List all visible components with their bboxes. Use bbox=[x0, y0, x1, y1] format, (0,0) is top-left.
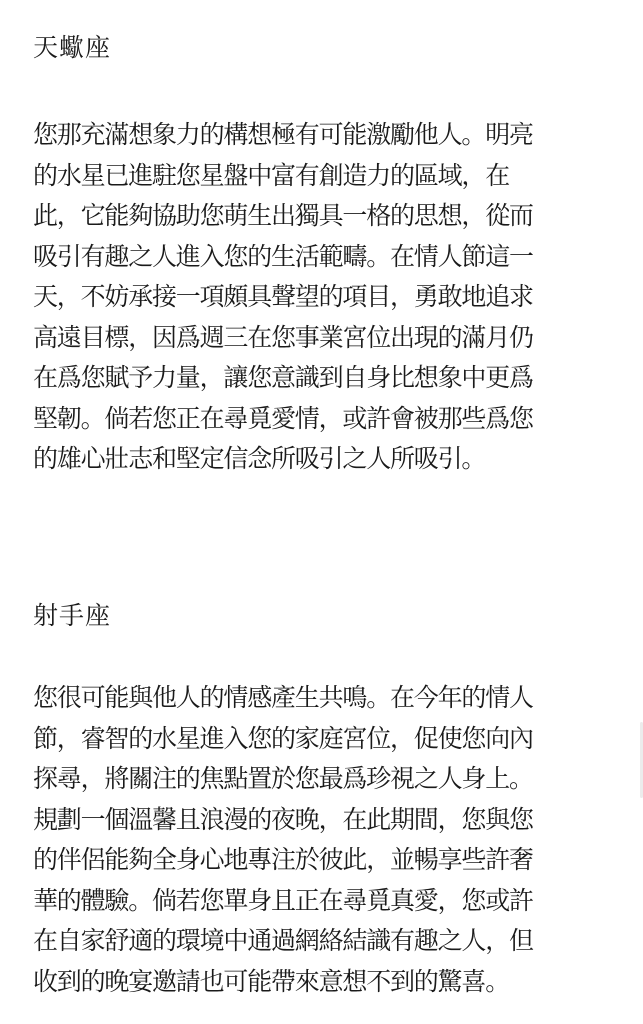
paragraph-line: 此，它能夠協助您萌生出獨具一格的思想，從而 bbox=[33, 201, 533, 230]
horoscope-paragraph-scorpio bbox=[33, 115, 613, 480]
paragraph-line: 的雄心壯志和堅定信念所吸引之人所吸引。 bbox=[33, 444, 486, 473]
paragraph-line: 探尋，將關注的焦點置於您最爲珍視之人身上。 bbox=[33, 764, 533, 793]
section-title-scorpio: 天蠍座 bbox=[33, 33, 112, 62]
paragraph-line: 在爲您賦予力量，讓您意識到自身比想象中更爲 bbox=[33, 363, 533, 392]
section-title-sagittarius: 射手座 bbox=[33, 601, 112, 630]
paragraph-line: 堅韌。倘若您正在尋覓愛情，或許會被那些爲您 bbox=[33, 403, 533, 433]
paragraph-line: 您很可能與他人的情感產生共鳴。在今年的情人 bbox=[33, 683, 533, 712]
paragraph-line: 華的體驗。倘若您單身且正在尋覓真愛，您或許 bbox=[33, 885, 533, 915]
paragraph-line: 規劃一個溫馨且浪漫的夜晚，在此期間，您與您 bbox=[33, 804, 533, 834]
paragraph-line: 高遠目標，因爲週三在您事業宮位出現的滿月仍 bbox=[33, 322, 533, 352]
paragraph-line: 您那充滿想象力的構想極有可能激勵他人。明亮 bbox=[33, 120, 533, 149]
horoscope-paragraph-sagittarius bbox=[33, 678, 613, 1002]
paragraph-line: 的水星已進駐您星盤中富有創造力的區域，在 bbox=[33, 160, 510, 190]
paragraph-line: 在自家舒適的環境中通過網絡結識有趣之人，但 bbox=[33, 926, 533, 955]
paragraph-line: 天，不妨承接一項頗具聲望的項目，勇敢地追求 bbox=[33, 282, 533, 311]
paragraph-line: 吸引有趣之人進入您的生活範疇。在情人節這一 bbox=[33, 241, 533, 271]
paragraph-line: 節，睿智的水星進入您的家庭宮位，促使您向內 bbox=[33, 723, 533, 753]
paragraph-line: 收到的晚宴邀請也可能帶來意想不到的驚喜。 bbox=[33, 966, 510, 996]
paragraph-line: 的伴侶能夠全身心地專注於彼此，並暢享些許奢 bbox=[33, 845, 533, 874]
